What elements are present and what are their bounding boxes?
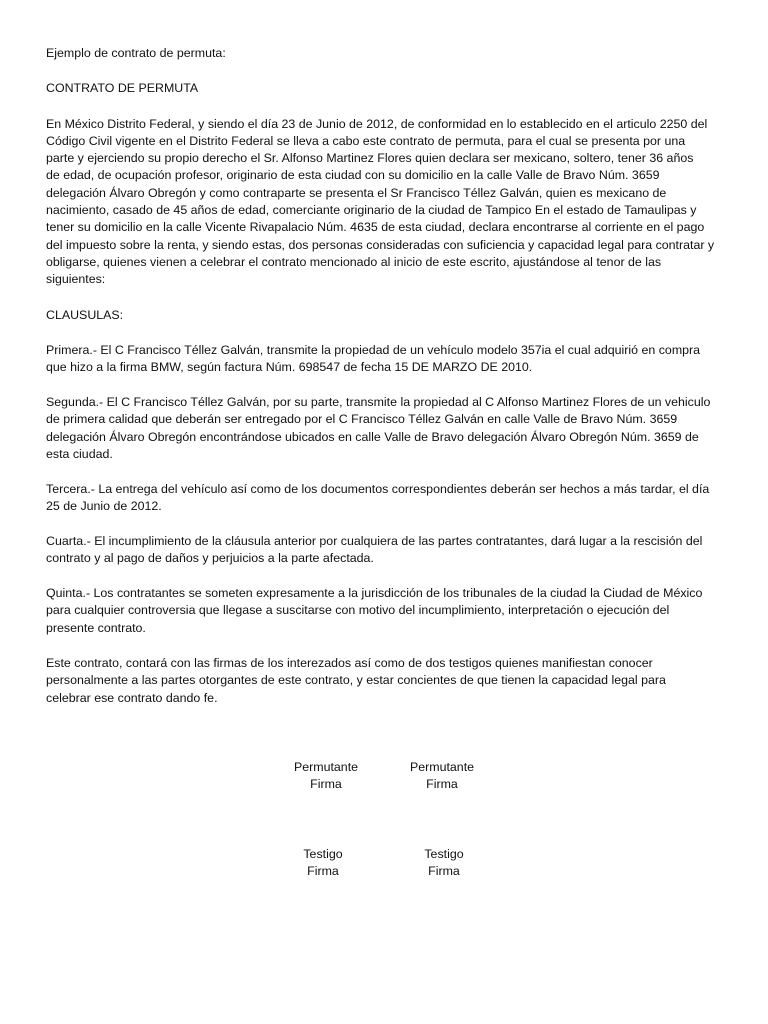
paragraph-line: tener su domicilio en la calle Vicente Rivapalacio Núm. 4635 de esta ciudad, declara encontrarse al corriente en el pago	[46, 220, 705, 234]
paragraph-line: 25 de Junio de 2012.	[46, 499, 162, 513]
paragraph-line: celebrar ese contrato dando fe.	[46, 691, 218, 705]
paragraph-line: En México Distrito Federal, y siendo el día 23 de Junio de 2012, de conformidad en lo establecido en el articulo 2250 del	[46, 117, 708, 131]
paragraph-line: nacimiento, casado de 45 años de edad, comerciante originario de la ciudad de Tampico En el estado de Tamaulipas y	[46, 203, 697, 217]
signature-label: Firma	[310, 777, 342, 792]
paragraph-line: Segunda.- El C Francisco Téllez Galván, por su parte, transmite la propiedad al C Alfonso Martinez Flores de un vehiculo	[46, 395, 711, 409]
paragraph-line: siguientes:	[46, 272, 106, 286]
clauses-heading: CLAUSULAS:	[46, 308, 124, 322]
paragraph-line: Quinta.- Los contratantes se someten expresamente a la jurisdicción de los tribunales de la ciudad la Ciudad de México	[46, 586, 703, 600]
paragraph-line: parte y ejerciendo su propio derecho el Sr. Alfonso Martinez Flores quien declara ser mexicano, soltero, tener 36 años	[46, 151, 694, 165]
paragraph-line: de edad, de ocupación profesor, originario de esta ciudad con su domicilio en la calle Valle de Bravo Núm. 3659	[46, 168, 660, 182]
signature-permutante-2	[398, 759, 486, 794]
signature-role: Testigo	[303, 847, 343, 861]
paragraph-line: Código Civil vigente en el Distrito Federal se lleva a cabo este contrato de permuta, para el cual se presenta por una	[46, 134, 686, 148]
paragraph-line: presente contrato.	[46, 621, 146, 635]
signature-label: Firma	[307, 864, 339, 879]
paragraph-line: personalmente a las partes otorgantes de este contrato, y estar concientes de que tienen la capacidad legal para	[46, 673, 666, 687]
paragraph-line: delegación Álvaro Obregón encontrándose ubicados en calle Valle de Bravo delegación Álvaro Obregón Núm. 3659 de	[46, 430, 699, 444]
document-title: CONTRATO DE PERMUTA	[46, 81, 199, 95]
paragraph-line: Tercera.- La entrega del vehículo así como de los documentos correspondientes deberán ser hechos a más tardar, el día	[46, 482, 710, 496]
paragraph-line: obligarse, quienes vienen a celebrar el contrato mencionado al inicio de este escrito, ajustándose al tenor de las	[46, 255, 662, 269]
paragraph-line: Primera.- El C Francisco Téllez Galván, transmite la propiedad de un vehículo modelo 357ia el cual adquirió en compra	[46, 343, 701, 357]
paragraph-line: Este contrato, contará con las firmas de los interezados así como de dos testigos quienes manifiestan conocer	[46, 656, 653, 670]
signature-label: Firma	[426, 777, 458, 792]
signature-testigo-1	[292, 846, 354, 881]
paragraph-line: que hizo a la firma BMW, según factura Núm. 698547 de fecha 15 DE MARZO DE 2010.	[46, 360, 533, 374]
paragraph-line: Cuarta.- El incumplimiento de la cláusula anterior por cualquiera de las partes contratantes, dará lugar a la rescisión del	[46, 534, 703, 548]
signature-role: Permutante	[409, 760, 475, 774]
paragraph-line: para cualquier controversia que llegase a suscitarse con motivo del incumplimiento, interpretación o ejecución del	[46, 603, 670, 617]
paragraph-line: del impuesto sobre la renta, y siendo estas, dos personas consideradas con suficiencia y capacidad legal para contratar y	[46, 238, 715, 252]
paragraph-line: esta ciudad.	[46, 447, 113, 461]
document-intro: Ejemplo de contrato de permuta:	[46, 46, 226, 60]
paragraph-line: delegación Álvaro Obregón y como contraparte se presenta el Sr Francisco Téllez Galván, quien es mexicano de	[46, 186, 667, 200]
signature-role: Testigo	[424, 847, 464, 861]
signature-label: Firma	[428, 864, 460, 879]
signature-permutante-1	[282, 759, 370, 794]
paragraph-line: de primera calidad que deberán ser entregado por el C Francisco Téllez Galván en calle Valle de Bravo Núm. 3659	[46, 412, 678, 426]
signature-role: Permutante	[293, 760, 359, 774]
signature-testigo-2	[413, 846, 475, 881]
paragraph-line: contrato y al pago de daños y perjuicios a la parte afectada.	[46, 551, 374, 565]
